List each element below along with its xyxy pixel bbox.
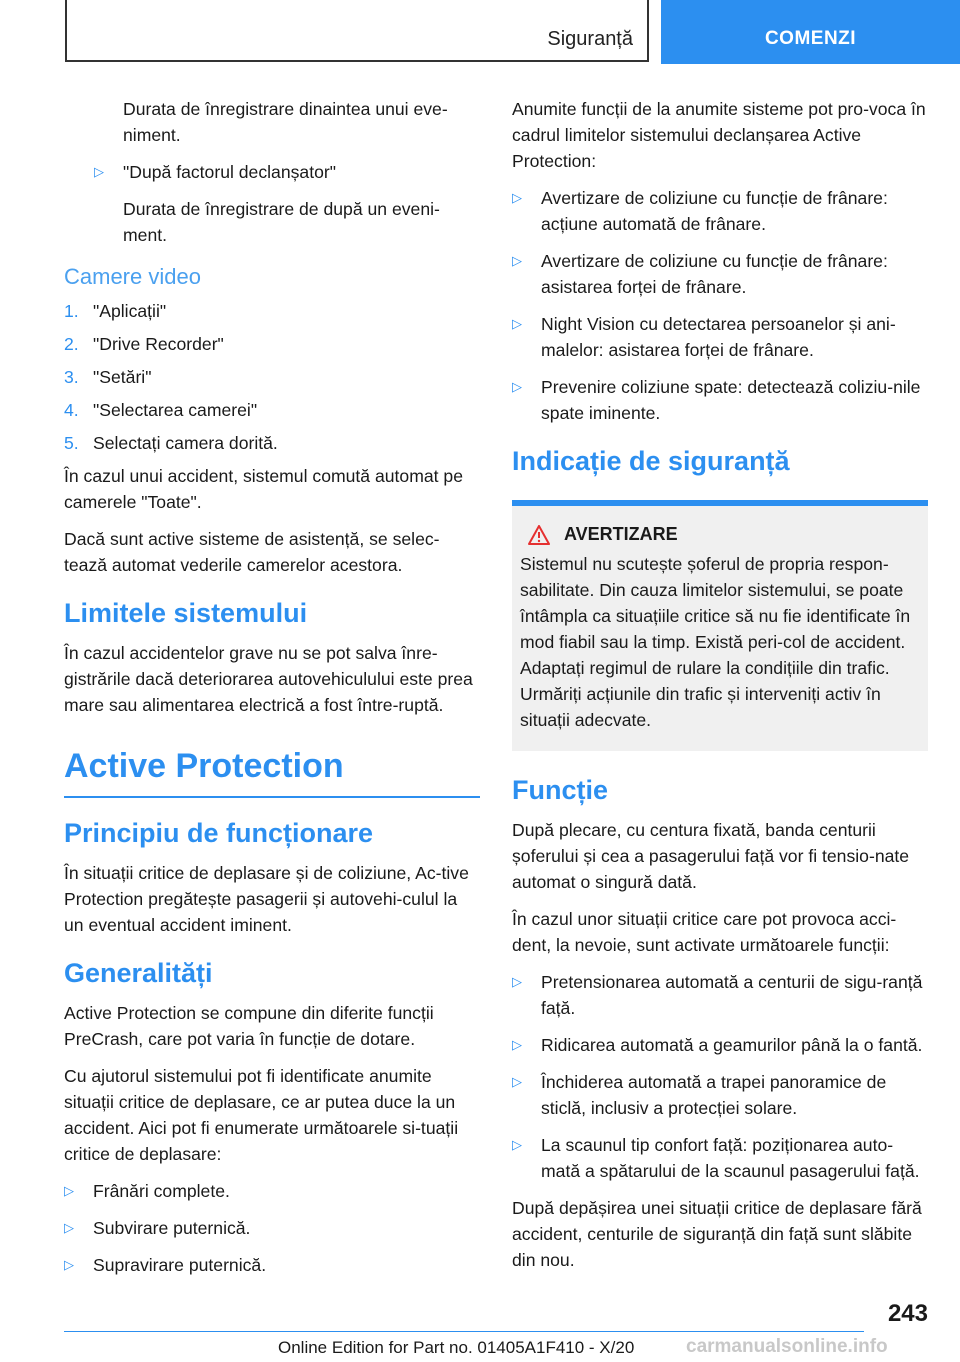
list-item: ▷ Supravirare puternică.	[64, 1252, 480, 1278]
list-item: ▷ Night Vision cu detectarea persoanelor și ani-malelor: asistarea forței de frânare.	[512, 311, 928, 363]
paragraph: În situații critice de deplasare și de coliziune, Ac-tive Protection pregătește pasagerii și autovehi-culul la un eventual accident iminent.	[64, 863, 469, 935]
page-header	[0, 0, 960, 66]
heading-indicatie-siguranta: Indicație de siguranță	[512, 446, 790, 476]
footer-watermark: carmanualsonline.info	[686, 1336, 888, 1357]
list-item: ▷ Ridicarea automată a geamurilor până la o fantă.	[512, 1032, 928, 1058]
list-item: ▷ "După factorul declanșator"	[64, 159, 480, 185]
triggers-list	[512, 185, 928, 426]
page-number: 243	[887, 1300, 928, 1327]
paragraph: Cu ajutorul sistemului pot fi identificate anumite situații critice de deplasare, ce ar putea duce la un accident. Aici pot fi enumerate următoarele si-tuații critice de deplasare:	[64, 1066, 459, 1164]
heading-generalitati: Generalități	[64, 958, 213, 988]
triangle-bullet-icon: ▷	[94, 164, 104, 179]
footer-edition: Online Edition for Part no. 01405A1F410 - X/20	[278, 1338, 635, 1357]
heading-functie: Funcție	[512, 775, 609, 805]
footer-divider	[64, 1331, 864, 1332]
section-tab-label: Siguranță	[547, 28, 633, 50]
paragraph: Durata de înregistrare dinaintea unui eve-niment.	[123, 99, 448, 145]
section-tab[interactable]	[65, 0, 649, 62]
list-item: ▷ La scaunul tip confort față: poziționarea auto-mată a spătarului de la scaunul pasagerului față.	[512, 1132, 928, 1184]
camera-steps-list	[64, 298, 480, 456]
situations-list	[64, 1178, 480, 1278]
warning-text: Sistemul nu scutește șoferul de propria respon-sabilitate. Din cauza limitelor sistemului, se poate întâmpla ca situațiile critice să nu fie identificate în mod fiabil sau la timp. Există peri-col de accident. Adaptați regimul de rulare la condițiile din trafic. Urmăriți acțiunile din trafic și interveniți activ în situații adecvate.	[520, 554, 911, 730]
triangle-bullet-icon: ▷	[512, 1074, 522, 1089]
paragraph: În cazul accidentelor grave nu se pot salva înre-gistrările dacă deteriorarea autovehiculului este prea mare sau alimentarea electrică a fost între-ruptă.	[64, 643, 473, 715]
list-item: ▷ Frânări complete.	[64, 1178, 480, 1204]
triangle-bullet-icon: ▷	[512, 379, 522, 394]
list-item: 4. "Selectarea camerei"	[64, 400, 258, 420]
triangle-bullet-icon: ▷	[64, 1220, 74, 1235]
list-item: 5. Selectați camera dorită.	[64, 433, 278, 453]
paragraph: Dacă sunt active sisteme de asistență, se selec-tează automat vederile camerelor acestora.	[64, 529, 440, 575]
list-item: ▷ Prevenire coliziune spate: detectează coliziu-nile spate iminente.	[512, 374, 928, 426]
triangle-bullet-icon: ▷	[64, 1183, 74, 1198]
recording-after-list	[64, 159, 480, 185]
list-item: 2. "Drive Recorder"	[64, 334, 224, 354]
triangle-bullet-icon: ▷	[64, 1257, 74, 1272]
triangle-bullet-icon: ▷	[512, 1137, 522, 1152]
list-item: ▷ Avertizare de coliziune cu funcție de frânare: acțiune automată de frânare.	[512, 185, 928, 237]
warning-triangle-icon	[528, 525, 550, 545]
paragraph: În cazul unui accident, sistemul comută automat pe camerele "Toate".	[64, 466, 464, 512]
active-tab-comenzi[interactable]	[661, 0, 960, 64]
paragraph: Durata de înregistrare de după un eveni-ment.	[123, 199, 440, 245]
functions-list	[512, 969, 928, 1184]
list-item: 1. "Aplicații"	[64, 301, 167, 321]
heading-camere-video: Camere video	[64, 264, 201, 289]
list-item: 3. "Setări"	[64, 367, 152, 387]
list-item: ▷ Avertizare de coliziune cu funcție de frânare: asistarea forței de frânare.	[512, 248, 928, 300]
paragraph: După depășirea unei situații critice de deplasare fără accident, centurile de siguranță din față sunt slăbite din nou.	[512, 1198, 922, 1270]
list-item: ▷ Pretensionarea automată a centurii de sigu-ranță față.	[512, 969, 928, 1021]
list-item: ▷ Subvirare puternică.	[64, 1215, 480, 1241]
triangle-bullet-icon: ▷	[512, 1037, 522, 1052]
triangle-bullet-icon: ▷	[512, 253, 522, 268]
active-tab-label: COMENZI	[764, 28, 857, 49]
warning-label: AVERTIZARE	[564, 524, 678, 544]
heading-principiu: Principiu de funcționare	[64, 818, 374, 848]
right-column	[512, 96, 928, 1284]
paragraph: În cazul unor situații critice care pot provoca acci-dent, la nevoie, sunt activate următoarele funcții:	[512, 909, 897, 955]
triangle-bullet-icon: ▷	[512, 316, 522, 331]
heading-active-protection: Active Protection	[64, 744, 480, 798]
heading-limitele-sistemului: Limitele sistemului	[64, 598, 308, 628]
paragraph: După plecare, cu centura fixată, banda centurii șoferului și cea a pasagerului față vor fi tensio-nate automat o singură dată.	[512, 820, 910, 892]
paragraph: Active Protection se compune din diferite funcții PreCrash, care pot varia în funcție de dotare.	[64, 1003, 434, 1049]
triangle-bullet-icon: ▷	[512, 190, 522, 205]
left-column	[64, 96, 480, 1289]
warning-title	[520, 524, 920, 545]
warning-box	[512, 500, 928, 751]
list-item: ▷ Închiderea automată a trapei panoramice de sticlă, inclusiv a protecției solare.	[512, 1069, 928, 1121]
triangle-bullet-icon: ▷	[512, 974, 522, 989]
paragraph: Anumite funcții de la anumite sisteme pot pro-voca în cadrul limitelor sistemului declanșarea Active Protection:	[512, 99, 926, 171]
